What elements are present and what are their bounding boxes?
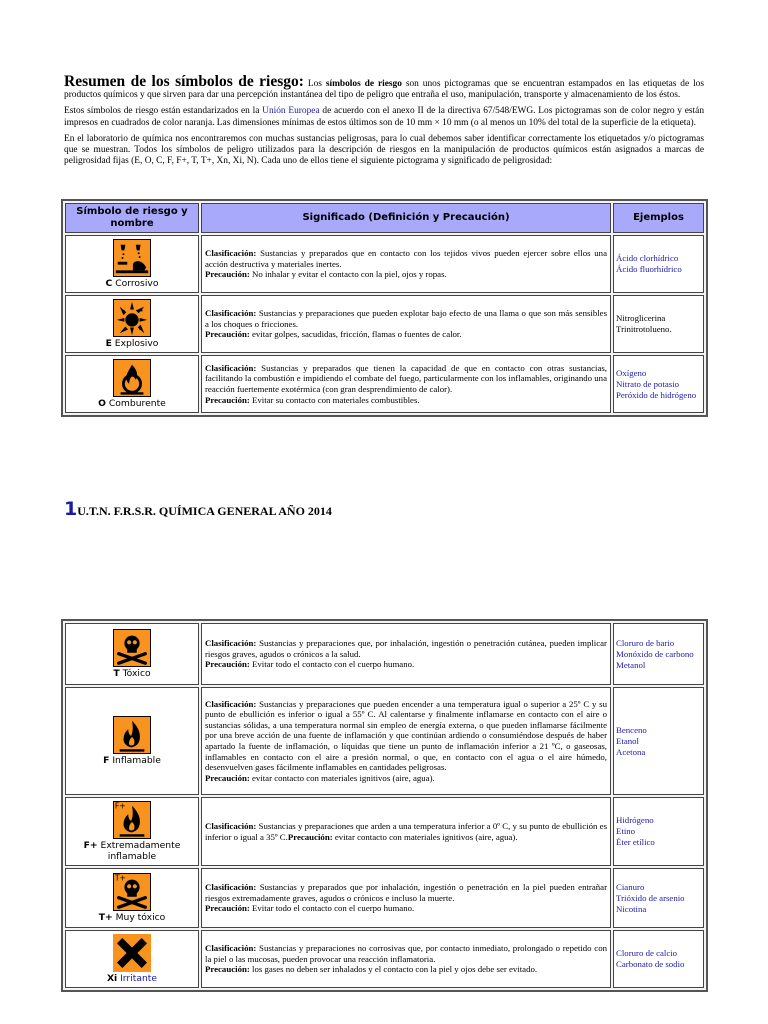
symbol-name: Comburente	[108, 398, 166, 409]
precaucion-text: los gases no deben ser inhalados y el contacto con la piel y ojos debe ser evitado.	[249, 964, 538, 975]
precaucion-text: Evitar todo el contacto con el cuerpo humano.	[249, 659, 415, 670]
precaucion-text: No inhalar y evitar el contacto con la piel, ojos y ropas.	[249, 269, 447, 280]
precaucion-label: Precaución:	[205, 269, 250, 280]
symbol-code: O	[98, 398, 106, 409]
page-footer	[64, 498, 332, 520]
symbol-cell	[65, 930, 199, 988]
intro-p1-a: Los	[303, 79, 326, 89]
example-item[interactable]: Trióxido de arsenio	[616, 892, 685, 903]
symbol-name: Inflamable	[112, 755, 161, 766]
clasificacion-label: Clasificación:	[205, 362, 257, 373]
header-meaning: Significado (Definición y Precaución)	[201, 203, 611, 233]
precaucion-label: Precaución:	[205, 394, 250, 405]
description-cell	[201, 295, 611, 353]
clasificacion-label: Clasificación:	[205, 248, 257, 259]
symbol-name: Muy tóxico	[115, 912, 166, 923]
svg-text:T+: T+	[114, 873, 126, 883]
example-item[interactable]: Hidrógeno	[616, 815, 654, 825]
symbol-cell	[65, 868, 199, 928]
example-item[interactable]: Metanol	[616, 659, 646, 670]
symbol-code: F	[103, 755, 110, 766]
intro-p2-b: de acuerdo con el anexo II de la directiva 67/548/EWG. Los pictogramas son de color negro y están impresos en cuadrados de color naranja. Las dimensiones mínimas de estos últimos son de 10 mm × 10 mm (o al menos un 10% del total de la superficie de la etiqueta).	[64, 106, 705, 128]
risk-table-2	[61, 619, 708, 992]
example-item[interactable]: Cianuro	[616, 881, 645, 892]
description-cell	[201, 868, 611, 928]
symbol-cell	[65, 623, 199, 685]
example-item[interactable]: Ácido fluorhídrico	[616, 264, 682, 274]
example-item[interactable]: Nitroglicerina	[616, 313, 666, 323]
examples-cell	[613, 687, 704, 795]
flame-pictogram-icon	[113, 801, 151, 839]
examples-cell	[613, 797, 704, 866]
examples-cell	[613, 355, 704, 413]
examples-cell	[613, 623, 704, 685]
table-row	[65, 295, 704, 353]
table-row	[65, 623, 704, 685]
precaucion-label: Precaución:	[205, 329, 250, 340]
saltire-pictogram-icon	[113, 934, 151, 972]
footer-text: U.T.N. F.R.S.R. QUÍMICA GENERAL AÑO 2014	[77, 504, 332, 518]
symbol-code: T	[113, 668, 120, 679]
examples-cell	[613, 235, 704, 293]
intro-p2-a: Estos símbolos de riesgo están estandarizados en la	[64, 106, 263, 117]
corrosive-pictogram-icon	[113, 239, 151, 277]
example-item[interactable]: Oxígeno	[616, 367, 647, 378]
symbol-cell	[65, 797, 199, 866]
table-row	[65, 797, 704, 866]
example-item[interactable]: Nitrato de potasio	[616, 378, 680, 389]
symbol-name: Corrosivo	[115, 278, 159, 289]
clasificacion-text: Sustancias y preparaciones no corrosivas que, por contacto inmediato, prolongado o repetido con la piel o las mucosas, pueden provocar una reacción inflamatoria.	[205, 943, 607, 964]
example-item[interactable]: Acetona	[616, 746, 646, 757]
svg-text:F+: F+	[114, 801, 126, 811]
intro-text	[64, 73, 705, 172]
precaucion-label: Precaución:	[205, 772, 250, 783]
flame-pictogram-icon	[113, 716, 151, 754]
precaucion-label: Precaución:	[205, 964, 250, 975]
precaucion-text: evitar contacto con materiales ignitivos (aire, agua).	[249, 772, 435, 783]
symbol-code: F+	[83, 840, 98, 851]
clasificacion-label: Clasificación:	[205, 943, 257, 954]
intro-p1-bold: símbolos de riesgo	[325, 79, 402, 89]
page-number: 1	[64, 498, 78, 520]
precaucion-label: Precaución:	[287, 831, 333, 842]
symbol-name: Irritante	[120, 973, 158, 984]
table-row	[65, 235, 704, 293]
example-item[interactable]: Éter etílico	[616, 837, 655, 847]
description-cell	[201, 797, 611, 866]
precaucion-text: Evitar todo el contacto con el cuerpo humano.	[249, 903, 415, 914]
clasificacion-label: Clasificación:	[205, 882, 257, 893]
example-item[interactable]: Etanol	[616, 735, 639, 746]
table-row	[65, 355, 704, 413]
description-cell	[201, 623, 611, 685]
symbol-code: C	[105, 278, 113, 289]
precaucion-label: Precaución:	[205, 659, 250, 670]
intro-paragraph-1	[64, 73, 705, 101]
example-item[interactable]: Monóxido de carbono	[616, 648, 694, 659]
examples-cell	[613, 868, 704, 928]
clasificacion-label: Clasificación:	[205, 638, 257, 649]
clasificacion-text: Sustancias y preparaciones que pueden explotar bajo efecto de una llama o que son más sensibles a los choques o fricciones.	[205, 308, 607, 329]
clasificacion-text: Sustancias y preparaciones que, por inhalación, ingestión o penetración cutánea, pueden implicar riesgos graves, agudos o crónicos a la salud.	[205, 638, 607, 659]
description-cell	[201, 687, 611, 795]
clasificacion-label: Clasificación:	[205, 820, 257, 831]
precaucion-label: Precaución:	[205, 903, 250, 914]
clasificacion-text: Sustancias y preparados que por inhalación, ingestión o penetración en la piel pueden entrañar riesgos extremadamente graves, agudos o crónicos e incluso la muerte.	[205, 882, 607, 903]
table-row	[65, 930, 704, 988]
skull-crossbones-pictogram-icon	[113, 873, 151, 911]
symbol-name: Explosivo	[114, 338, 159, 349]
description-cell	[201, 235, 611, 293]
symbol-code: T+	[98, 912, 113, 923]
example-item[interactable]: Nicotina	[616, 903, 647, 914]
header-symbol: Símbolo de riesgo y nombre	[65, 203, 199, 233]
symbol-cell	[65, 687, 199, 795]
skull-crossbones-pictogram-icon	[113, 629, 151, 667]
precaucion-text: evitar contacto con materiales ignitivos (aire, agua).	[332, 831, 518, 842]
risk-table-1	[61, 199, 708, 417]
clasificacion-text: Sustancias y preparaciones que arden a una temperatura inferior a 0º C, y su punto de ebullición es inferior o igual a 35º C.	[205, 820, 607, 842]
symbol-cell	[65, 355, 199, 413]
table-row	[65, 687, 704, 795]
example-item[interactable]: Etino	[616, 826, 636, 836]
symbol-code: Xi	[106, 973, 118, 984]
clasificacion-text: Sustancias y preparados que tienen la capacidad de que en contacto con otras sustancias, facilitando la combustión e impidiendo el combate del fuego, particularmente con los inflamables, originando una reacción fuertemente exotérmica (con gran desprendimiento de calor).	[205, 362, 607, 394]
symbol-cell	[65, 235, 199, 293]
clasificacion-text: Sustancias y preparados que en contacto con los tejidos vivos pueden ejercer sobre ellos una acción destructiva y materiales inertes.	[205, 248, 607, 269]
example-item[interactable]: Trinitrotolueno.	[616, 324, 672, 334]
example-item[interactable]: Cloruro de bario	[616, 637, 675, 648]
intro-paragraph-2	[64, 106, 704, 128]
clasificacion-text: Sustancias y preparaciones que pueden encender a una temperatura igual o superior a 25º C y su punto de ebullición es inferior o igual a 55º C. Al calentarse y finalmente inflamarse en contacto con el aire o sustancias sólidas, a una temperatura normal sin empleo de energía externa, o que pueden inflamarse fácilmente por una breve acción de una fuente de inflamación y que continúan ardiendo o consumiéndose después de haber apartado la fuente de inflamación, o líquidas que tiene un punto de inflamación inferior a 21 ºC, o gaseosas, inflamables en contacto con el aire a presión normal, o que, en contacto con el agua o el aire húmedo, desenvuelven gases fácilmente inflamables en cantidades peligrosas.	[205, 698, 607, 773]
precaucion-text: evitar golpes, sacudidas, fricción, flamas o fuentes de calor.	[249, 329, 462, 340]
explosive-pictogram-icon	[113, 299, 151, 337]
clasificacion-label: Clasificación:	[205, 698, 257, 709]
table-row	[65, 868, 704, 928]
examples-cell	[613, 295, 704, 353]
symbol-name: Tóxico	[122, 668, 151, 679]
example-item[interactable]: Cloruro de calcio	[616, 948, 678, 958]
clasificacion-label: Clasificación:	[205, 308, 257, 319]
symbol-cell	[65, 295, 199, 353]
union-europea-link[interactable]: Unión Europea	[262, 106, 320, 117]
example-item[interactable]: Carbonato de sodio	[616, 959, 685, 969]
examples-cell	[613, 930, 704, 988]
symbol-name: Extremadamente inflamable	[100, 840, 181, 862]
table-header-row	[65, 203, 704, 233]
intro-p1-b: son unos pictogramas que se encuentran estampados en las etiquetas de los productos químicos y que sirven para dar una percepción instantánea del tipo de peligro que entraña el uso, manipulación, transporte y almacenamiento de los éstos.	[64, 79, 705, 101]
symbol-code: E	[105, 338, 112, 349]
description-cell	[201, 355, 611, 413]
example-item[interactable]: Peróxido de hidrógeno	[616, 389, 697, 400]
header-examples: Ejemplos	[613, 203, 704, 233]
oxidizer-pictogram-icon	[113, 359, 151, 397]
example-item[interactable]: Ácido clorhídrico	[616, 253, 679, 263]
example-item[interactable]: Benceno	[616, 724, 647, 735]
intro-paragraph-3: En el laboratorio de química nos encontraremos con muchas sustancias peligrosas, para lo cual debemos saber identificar correctamente los etiquetados y/o pictogramas que se muestran. Todos los símbolos de peligro utilizados para la descripción de riesgos en la manipulación de productos químicos están asignados a marcas de peligrosidad fijas (E, O, C, F, F+, T, T+, Xn, Xi, N). Cada uno de ellos tiene el siguiente pictograma y significado de peligrosidad:	[64, 133, 704, 167]
description-cell	[201, 930, 611, 988]
page-title: Resumen de los símbolos de riesgo:	[64, 73, 304, 90]
precaucion-text: Evitar su contacto con materiales combustibles.	[249, 394, 420, 405]
